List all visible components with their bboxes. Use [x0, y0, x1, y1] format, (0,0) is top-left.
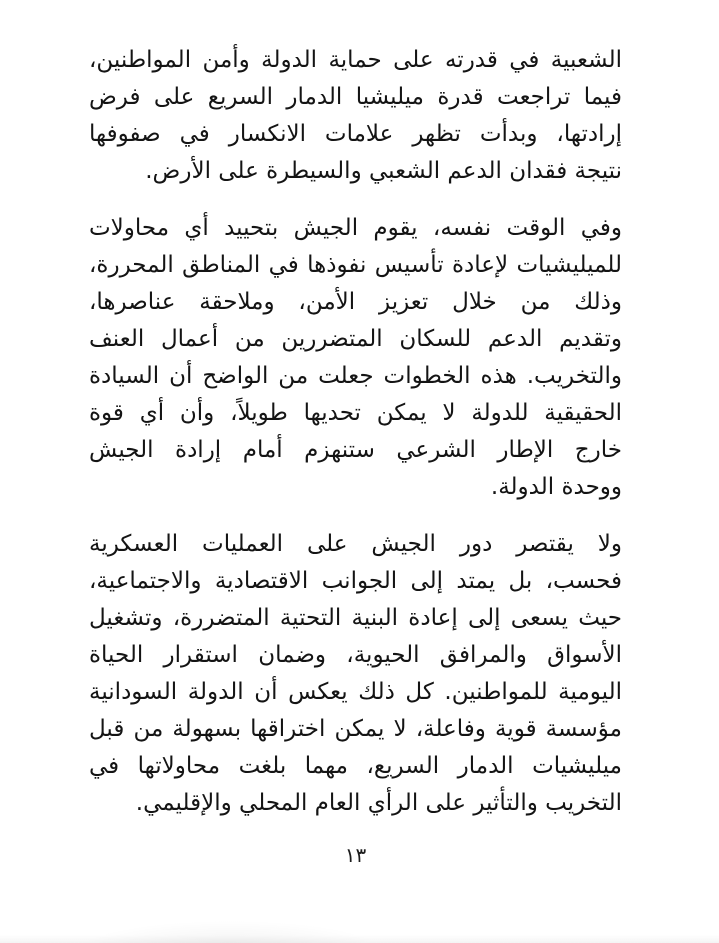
text-line: الأسواق والمرافق الحيوية، وضمان استقرار الحياة [89, 642, 622, 668]
text-line: ولا يقتصر دور الجيش على العمليات العسكرية [89, 531, 622, 557]
text-line: ووحدة الدولة. [490, 474, 622, 500]
text-line: إرادتها، وبدأت تظهر علامات الانكسار في صفوفها [89, 121, 622, 147]
text-line: خارج الإطار الشرعي ستنهزم أمام إرادة الجيش [89, 437, 622, 463]
text-line: وتقديم الدعم للسكان المتضررين من أعمال العنف [89, 326, 622, 352]
text-line: مؤسسة قوية وفاعلة، لا يمكن اختراقها بسهولة من قبل [89, 716, 622, 742]
text-line: الحقيقية للدولة لا يمكن تحديها طويلاً، وأن أي قوة [89, 400, 622, 426]
text-line: فحسب، بل يمتد إلى الجوانب الاقتصادية والاجتماعية، [89, 568, 622, 594]
text-line: وذلك من خلال تعزيز الأمن، وملاحقة عناصرها، [89, 289, 622, 315]
text-line: فيما تراجعت قدرة ميليشيا الدمار السريع على فرض [89, 84, 622, 110]
text-line: الشعبية في قدرته على حماية الدولة وأمن المواطنين، [89, 47, 622, 73]
page-number: ١٣ [344, 843, 367, 867]
text-line: حيث يسعى إلى إعادة البنية التحتية المتضررة، وتشغيل [89, 605, 622, 631]
text-line: ميليشيات الدمار السريع، مهما بلغت محاولاتها في [89, 753, 622, 779]
paragraph [89, 210, 622, 506]
page-bottom-shadow [0, 897, 719, 943]
text-line: نتيجة فقدان الدعم الشعبي والسيطرة على الأرض. [145, 158, 622, 184]
paragraph [89, 526, 622, 822]
paragraph [89, 42, 622, 190]
text-line: التخريب والتأثير على الرأي العام المحلي والإقليمي. [135, 790, 622, 816]
text-line: اليومية للمواطنين. كل ذلك يعكس أن الدولة السودانية [89, 679, 622, 705]
text-line: وفي الوقت نفسه، يقوم الجيش بتحييد أي محاولات [89, 215, 622, 241]
text-block [89, 42, 622, 868]
text-line: والتخريب. هذه الخطوات جعلت من الواضح أن السيادة [89, 363, 622, 389]
text-line: للميليشيات لإعادة تأسيس نفوذها في المناطق المحررة، [89, 252, 622, 278]
